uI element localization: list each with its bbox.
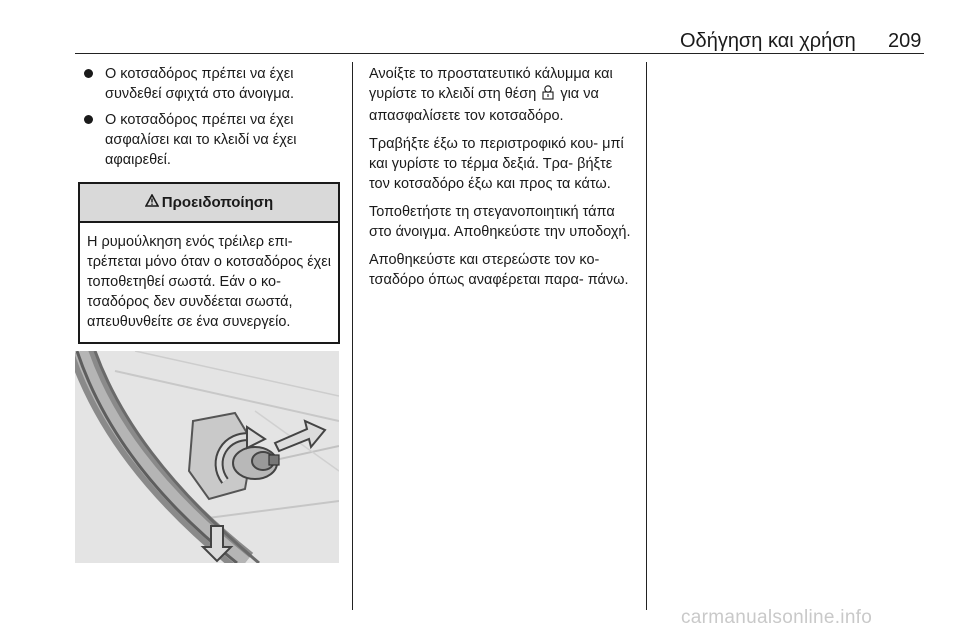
left-column: [78, 64, 340, 381]
warning-box: [78, 182, 340, 344]
instruction-paragraph-1: [369, 64, 637, 126]
watermark: carmanualsonline.info: [681, 607, 873, 628]
header-divider: [75, 53, 924, 54]
warning-header: [80, 184, 338, 223]
header-title: Οδήγηση και χρήση: [680, 30, 856, 52]
right-column: [369, 64, 637, 298]
bullet-dot-icon: [84, 69, 93, 78]
instruction-paragraph-3: Τοποθετήστε τη στεγανοποιητική τάπα στο άνοιγμα. Αποθηκεύστε την υποδοχή.: [369, 204, 631, 240]
instruction-text: Ανοίξτε το προστατευτικό κάλυμμα και γυρίστε το κλειδί στη θέση: [369, 66, 613, 102]
warning-title: Προειδοποίηση: [161, 193, 274, 211]
bullet-dot-icon: [84, 115, 93, 124]
bullet-text: Ο κοτσαδόρος πρέπει να έχει συνδεθεί σφιχτά στο άνοιγμα.: [105, 66, 295, 102]
instruction-text: για να απασφαλίσετε τον κοτσαδόρο.: [369, 86, 599, 124]
warning-body: Η ρυμούλκηση ενός τρέιλερ επι- τρέπεται μόνο όταν ο κοτσαδόρος έχει τοποθετηθεί σωστά. Εάν ο κο- τσαδόρος δεν συνδέεται σωστά, απευθυνθείτε σε ένα συνεργείο.: [87, 234, 331, 330]
bullet-text: Ο κοτσαδόρος πρέπει να έχει ασφαλίσει και το κλειδί να έχει αφαιρεθεί.: [105, 112, 297, 168]
column-divider-right: [646, 62, 647, 610]
key-position-icon: [542, 85, 554, 106]
bullet-item: [78, 110, 340, 170]
warning-triangle-icon: [145, 193, 159, 213]
instruction-paragraph-2: Τραβήξτε έξω το περιστροφικό κου- μπί και γυρίστε το τέρμα δεξιά. Τρα- βήξτε τον κοτσαδόρο έξω και προς τα κάτω.: [369, 136, 624, 192]
tow-hitch-figure: [75, 351, 339, 563]
page-number: 209: [888, 30, 922, 52]
column-divider-left: [352, 62, 353, 610]
instruction-paragraph-4: Αποθηκεύστε και στερεώστε τον κο- τσαδόρο όπως αναφέρεται παρα- πάνω.: [369, 252, 629, 288]
bullet-item: [78, 64, 340, 104]
